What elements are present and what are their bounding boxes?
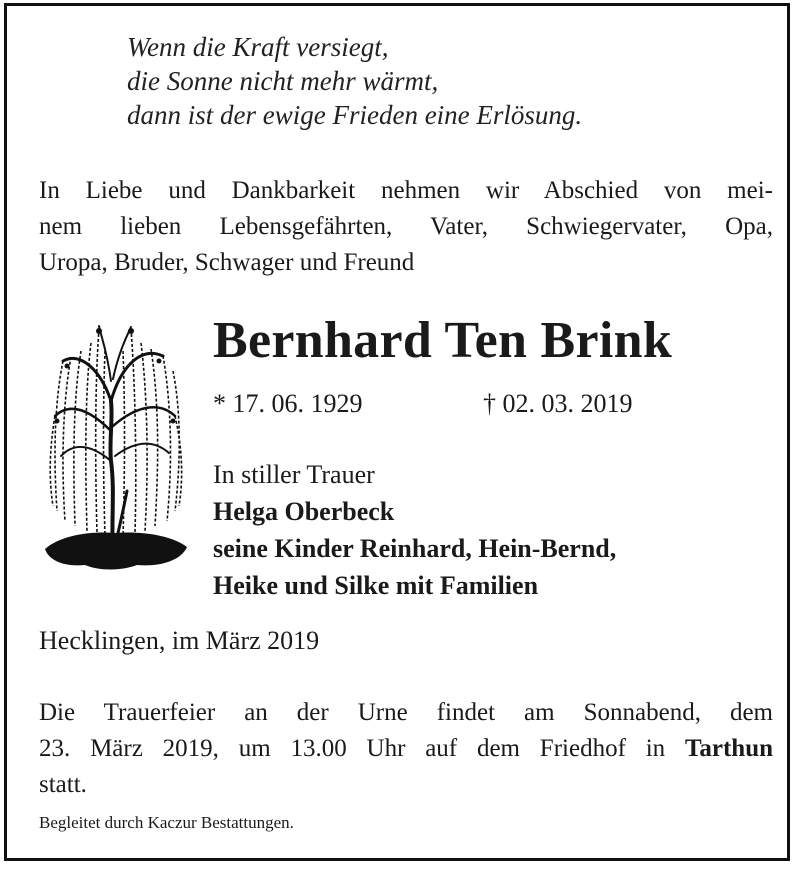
poem-line: Wenn die Kraft versiegt, (127, 32, 389, 62)
deceased-name: Bernhard Ten Brink (213, 312, 673, 369)
mourners-heading: In stiller Trauer (213, 460, 375, 489)
poem-line: die Sonne nicht mehr wärmt, (127, 66, 439, 96)
poem-line: dann ist der ewige Frieden eine Erlösung. (127, 100, 583, 130)
intro-line: Uropa, Bruder, Schwager und Freund (39, 249, 415, 276)
weeping-willow-tree-icon (41, 321, 191, 581)
ceremony-line: statt. (39, 771, 87, 798)
intro-line: nem lieben Lebensgefährten, Vater, Schwiegervater, Opa, (39, 213, 773, 240)
mourner-line: Helga Oberbeck (213, 497, 395, 526)
poem (127, 30, 582, 132)
ceremony-line-text: 23. März 2019, um 13.00 Uhr auf dem Friedhof in (39, 735, 666, 762)
mourners (213, 456, 616, 604)
intro-text (39, 173, 773, 281)
ceremony-line (39, 731, 773, 767)
ceremony-line: Die Trauerfeier an der Urne findet am Sonnabend, dem (39, 699, 773, 726)
obituary-notice (4, 3, 790, 861)
birth-date: * 17. 06. 1929 (213, 389, 363, 418)
intro-line: In Liebe und Dankbarkeit nehmen wir Abschied von mei- (39, 177, 773, 204)
place-date: Hecklingen, im März 2019 (39, 626, 320, 655)
ceremony-location: Tarthun (685, 735, 774, 762)
mourner-line: seine Kinder Reinhard, Hein-Bernd, (213, 534, 617, 563)
undertaker-note: Begleitet durch Kaczur Bestattungen. (39, 813, 294, 832)
death-date: † 02. 03. 2019 (483, 389, 633, 418)
ceremony-info (39, 695, 773, 803)
mourner-line: Heike und Silke mit Familien (213, 571, 539, 600)
